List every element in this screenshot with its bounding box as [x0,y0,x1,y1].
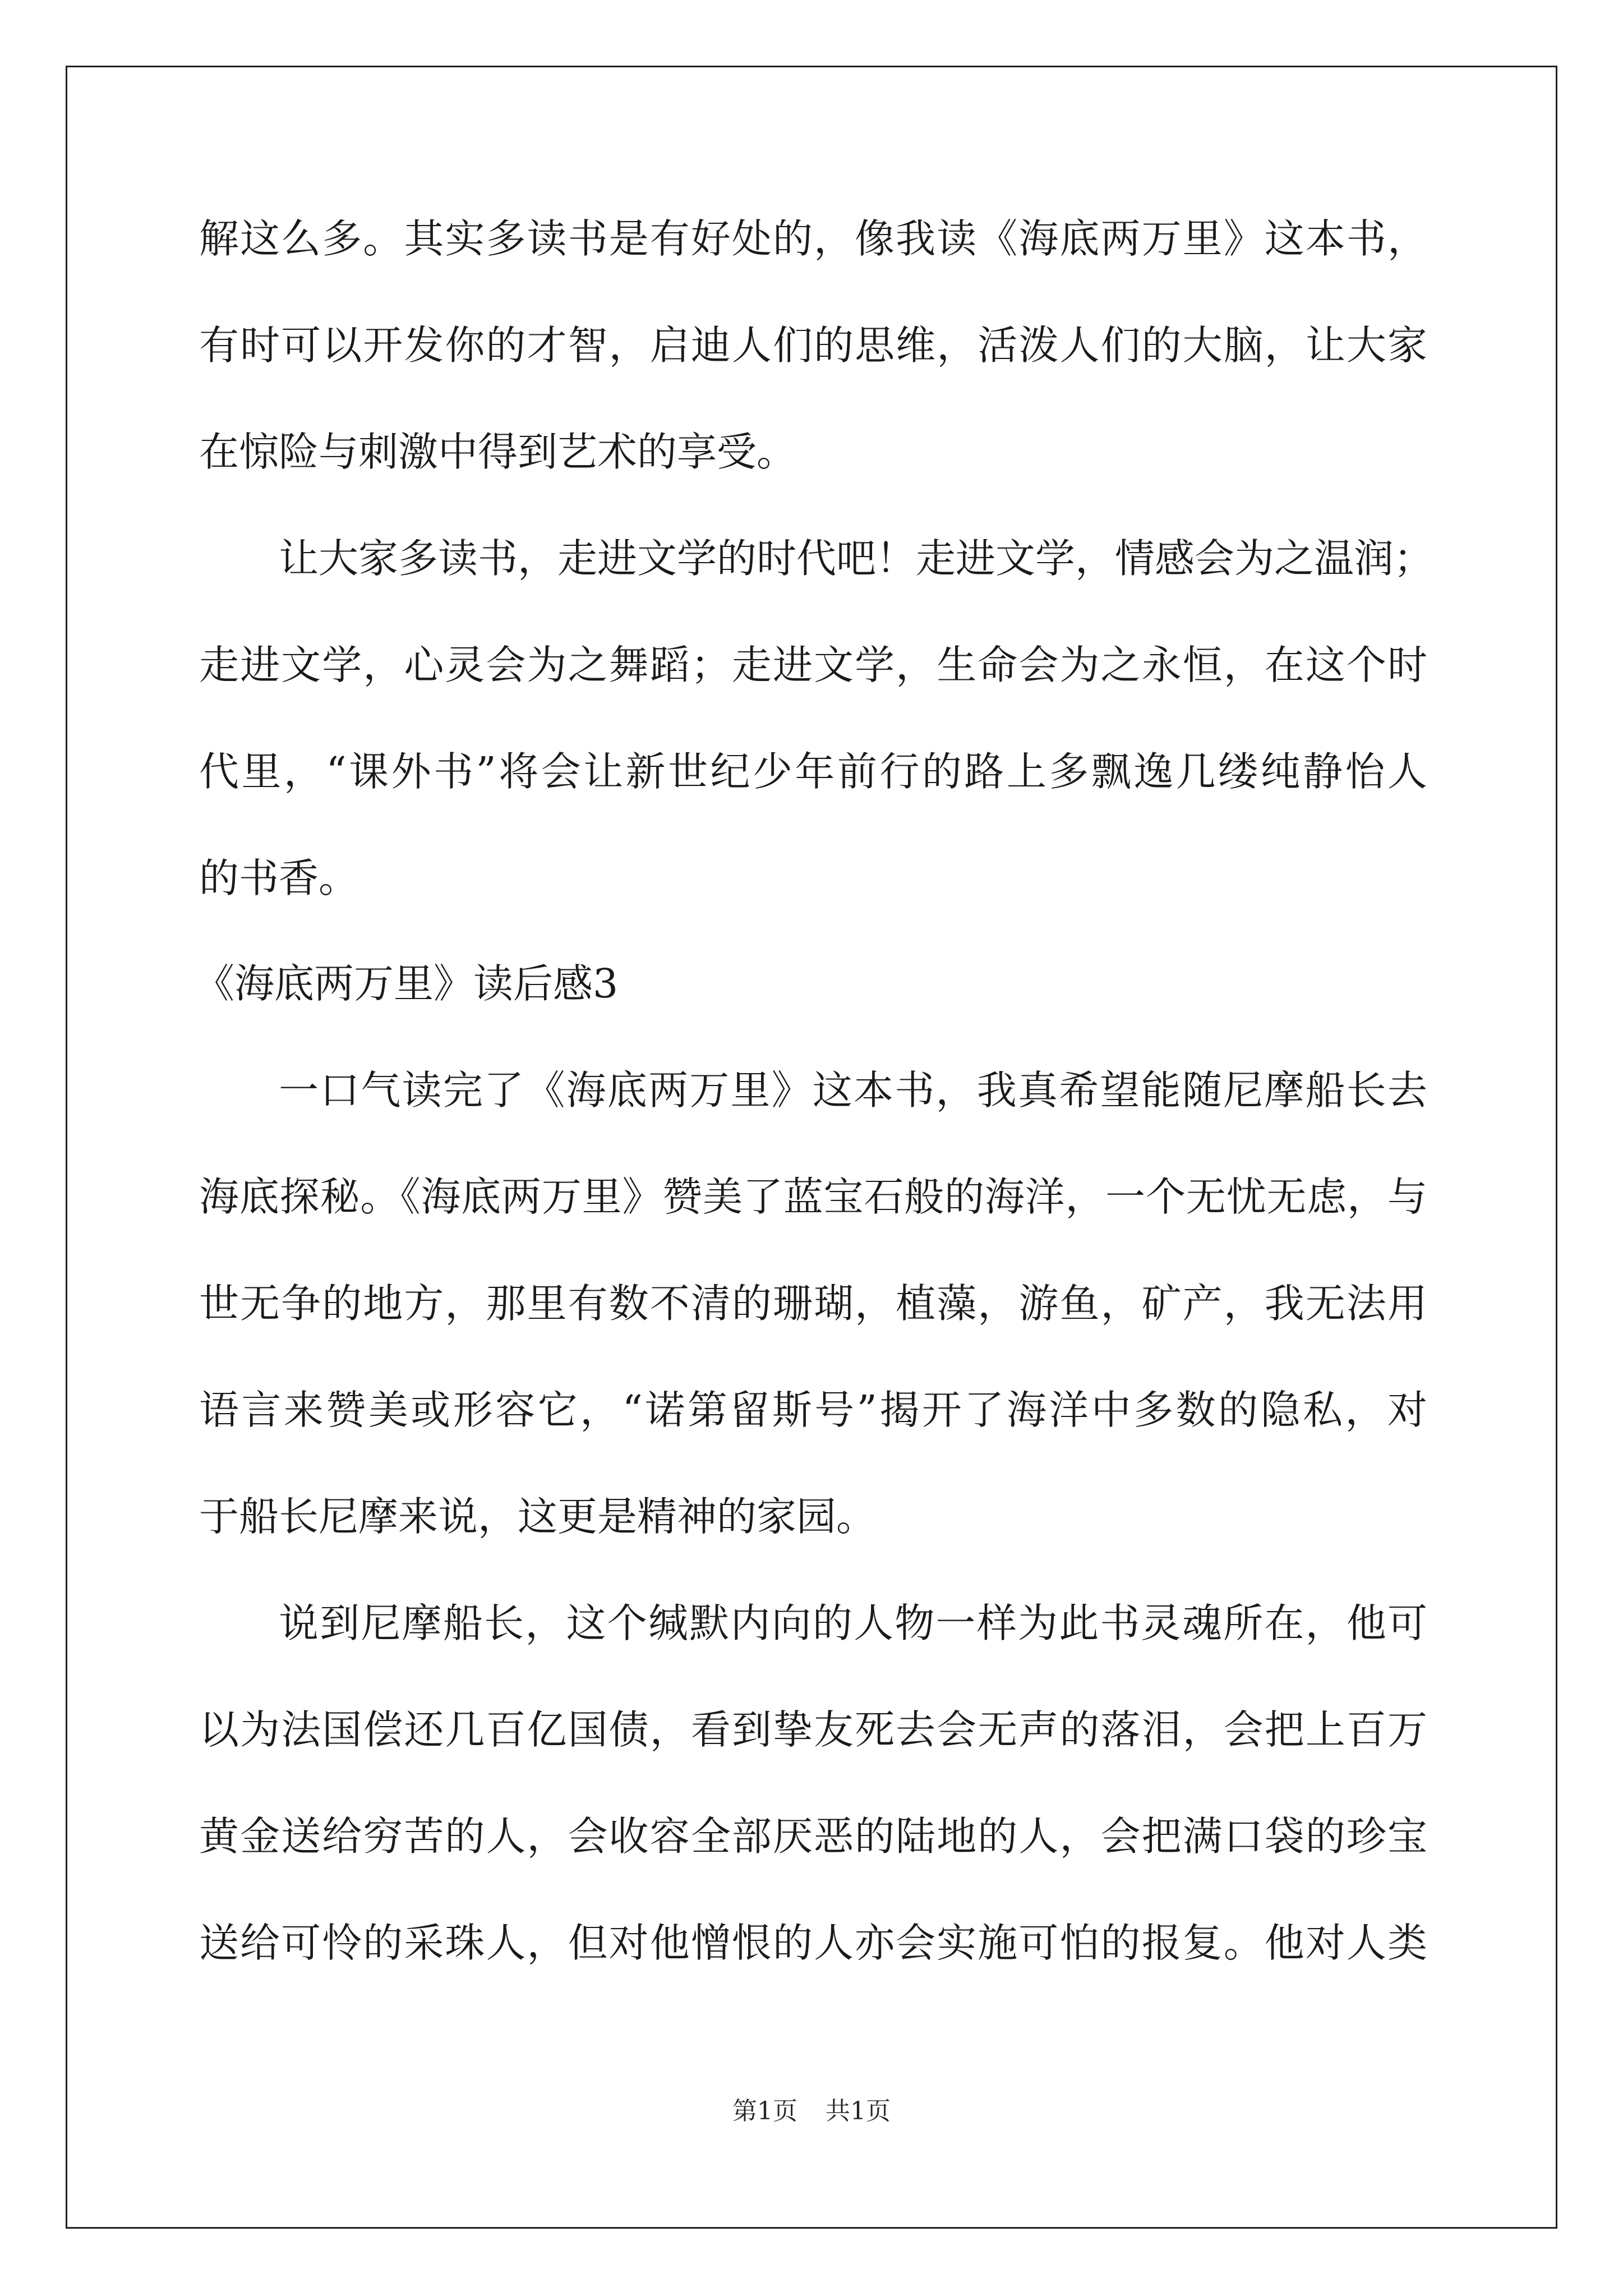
text-line: 黄金送给穷苦的人，会收容全部厌恶的陆地的人，会把满口袋的珍宝 [199,1813,1427,1860]
page-footer [0,2095,1623,2128]
text-line: 解这么多。其实多读书是有好处的，像我读《海底两万里》这本书， [199,215,1427,262]
text-line: 语言来赞美或形容它，“诺第留斯号”揭开了海洋中多数的隐私，对 [199,1387,1427,1433]
text-line: 让大家多读书，走进文学的时代吧！走进文学，情感会为之温润； [279,535,1434,582]
text-line: 说到尼摩船长，这个缄默内向的人物一样为此书灵魂所在，他可 [279,1600,1427,1646]
page-number: 第1页 [732,2097,797,2125]
text-line: 世无争的地方，那里有数不清的珊瑚，植藻，游鱼，矿产，我无法用 [199,1280,1427,1327]
text-line: 海底探秘。《海底两万里》赞美了蓝宝石般的海洋，一个无忧无虑，与 [199,1174,1427,1220]
text-line: 走进文学，心灵会为之舞蹈；走进文学，生命会为之永恒，在这个时 [199,642,1427,688]
text-line: 以为法国偿还几百亿国债，看到挚友死去会无声的落泪，会把上百万 [199,1706,1427,1753]
page-border [66,66,1557,2229]
section-heading: 《海底两万里》读后感3 [195,960,619,1007]
page-total: 共1页 [826,2097,891,2125]
text-line: 代里，“课外书”将会让新世纪少年前行的路上多飘逸几缕纯静怡人 [199,748,1427,795]
text-line: 送给可怜的采珠人，但对他憎恨的人亦会实施可怕的报复。他对人类 [199,1920,1427,1966]
text-line: 于船长尼摩来说，这更是精神的家园。 [199,1493,877,1540]
text-line: 有时可以开发你的才智，启迪人们的思维，活泼人们的大脑，让大家 [199,322,1427,369]
text-line: 一口气读完了《海底两万里》这本书，我真希望能随尼摩船长去 [279,1067,1427,1114]
text-line: 在惊险与刺激中得到艺术的享受。 [199,429,797,475]
text-line: 的书香。 [199,855,359,901]
